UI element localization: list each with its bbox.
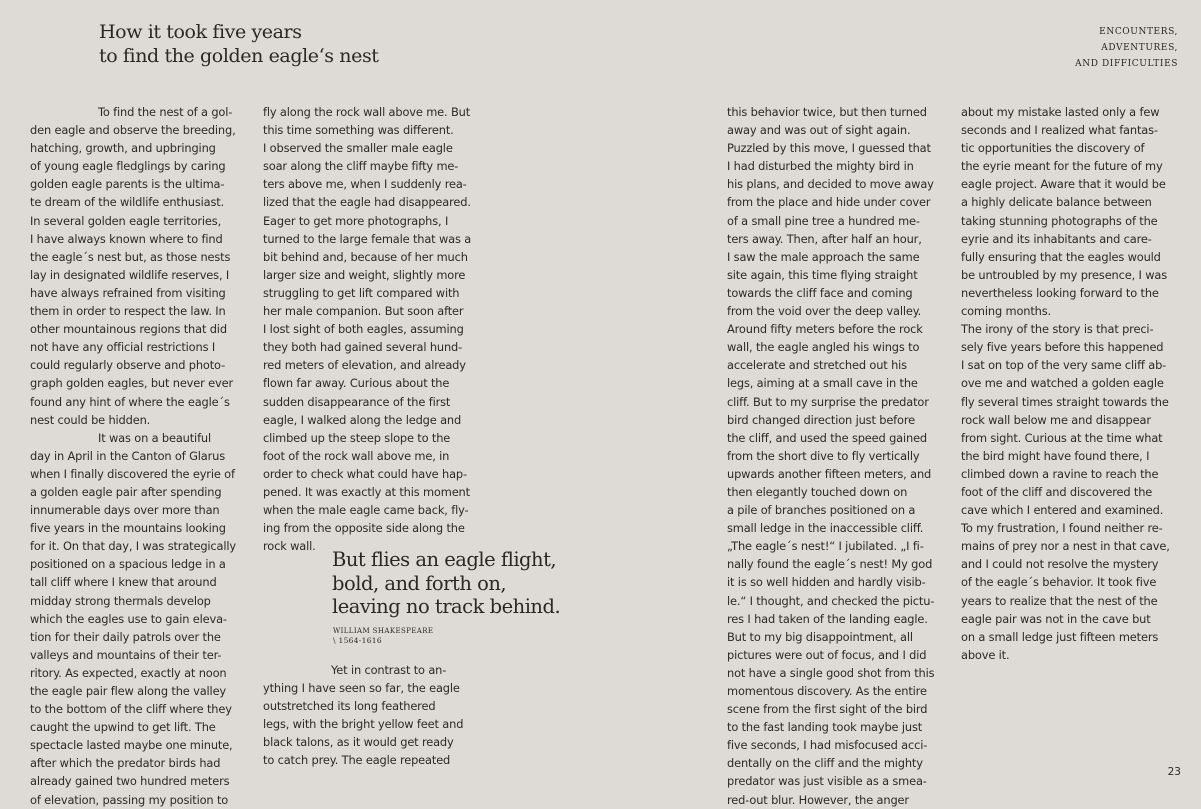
- text-line: lay in designated wildlife reserves, I: [30, 267, 230, 282]
- text-column-2-continued: [263, 661, 463, 770]
- text-line: caught the upwind to get lift. The: [30, 720, 216, 735]
- text-line: I have always known where to find: [30, 231, 223, 246]
- text-line: ything I have seen so far, the eagle: [263, 681, 460, 696]
- text-line: le.“ I thought, and checked the pictu-: [727, 593, 935, 608]
- text-line: valleys and mountains of their ter-: [30, 647, 222, 662]
- text-line: flown far away. Curious about the: [263, 376, 450, 391]
- text-line: rock wall.: [263, 539, 316, 554]
- text-line: away and was out of sight again.: [727, 123, 911, 138]
- text-line: from the void over the deep valley.: [727, 304, 922, 319]
- text-line: her male companion. But soon after: [263, 304, 464, 319]
- text-line: fly along the rock wall above me. But: [263, 105, 471, 119]
- text-line: this time something was different.: [263, 123, 454, 138]
- text-line: larger size and weight, slightly more: [263, 267, 466, 282]
- text-line: tion for their daily patrols over the: [30, 629, 221, 644]
- text-line: taking stunning photographs of the: [961, 213, 1158, 228]
- text-line: Puzzled by this move, I guessed that: [727, 141, 931, 156]
- quote-line: But flies an eagle flight,: [332, 548, 557, 571]
- text-line: I sat on top of the very same cliff ab-: [961, 358, 1167, 373]
- section-label-line: ENCOUNTERS,: [1099, 27, 1178, 37]
- text-line: climbed down a ravine to reach the: [961, 466, 1159, 481]
- text-line: coming months.: [961, 304, 1051, 319]
- text-line: five seconds, I had misfocused acci-: [727, 738, 928, 753]
- text-line: bird changed direction just before: [727, 412, 916, 427]
- text-line: I observed the smaller male eagle: [263, 141, 453, 156]
- text-line: they both had gained several hund-: [263, 340, 463, 355]
- text-line: It was on a beautiful: [98, 430, 212, 445]
- text-line: turned to the large female that was a: [263, 231, 472, 246]
- pull-quote: [332, 548, 560, 619]
- text-line: from the place and hide under cover: [727, 195, 931, 210]
- text-line: te dream of the wildlife enthusiast.: [30, 195, 225, 210]
- text-line: when I finally discovered the eyrie of: [30, 466, 235, 481]
- text-line: tic opportunities the discovery of: [961, 141, 1145, 156]
- text-line: foot of the cliff and discovered the: [961, 484, 1153, 499]
- text-line: legs, aiming at a small cave in the: [727, 376, 918, 391]
- text-line: spectacle lasted maybe one minute,: [30, 738, 233, 753]
- quote-author-years: \ 1564-1616: [333, 636, 382, 645]
- text-line: nest could be hidden.: [30, 412, 151, 427]
- page-number: 23: [1167, 766, 1181, 778]
- quote-line: bold, and forth on,: [332, 571, 507, 595]
- text-line: a highly delicate balance between: [961, 195, 1152, 210]
- text-line: black talons, as it would get ready: [263, 735, 454, 750]
- text-line: ing from the opposite side along the: [263, 521, 465, 536]
- text-line: from sight. Curious at the time what: [961, 430, 1163, 445]
- text-line: ove me and watched a golden eagle: [961, 376, 1164, 391]
- text-line: sely five years before this happened: [961, 340, 1164, 355]
- text-line: bit behind and, because of her much: [263, 249, 468, 264]
- text-line: the cliff, and used the speed gained: [727, 430, 928, 445]
- text-line: cliff. But to my surprise the predator: [727, 394, 929, 409]
- text-line: not have any official restrictions I: [30, 340, 216, 355]
- text-line: to the fast landing took maybe just: [727, 720, 923, 735]
- text-line: years to realize that the nest of the: [961, 593, 1158, 608]
- text-line: from the short dive to fly vertically: [727, 448, 920, 463]
- text-line: climbed up the steep slope to the: [263, 430, 451, 445]
- text-line: eagle, I walked along the ledge and: [263, 412, 462, 427]
- text-column-1: [30, 103, 236, 809]
- text-line: „The eagle´s nest!“ I jubilated. „I fi-: [727, 539, 924, 554]
- text-line: graph golden eagles, but never ever: [30, 376, 233, 391]
- text-line: res I had taken of the landing eagle.: [727, 611, 928, 626]
- text-line: To my frustration, I found neither re-: [961, 521, 1163, 536]
- text-line: I had disturbed the mighty bird in: [727, 159, 914, 174]
- article-title: [99, 20, 379, 68]
- text-line: towards the cliff face and coming: [727, 285, 913, 300]
- title-line: How it took five years: [99, 21, 302, 43]
- title-line: to find the golden eagle‘s nest: [99, 45, 379, 67]
- text-line: on a small ledge just fifteen meters: [961, 629, 1159, 644]
- text-line: But to my big disappointment, all: [727, 629, 913, 644]
- text-line: dentally on the cliff and the mighty: [727, 756, 923, 771]
- text-line: accelerate and stretched out his: [727, 358, 907, 373]
- text-line: small ledge in the inaccessible cliff.: [727, 521, 924, 536]
- text-line: ritory. As expected, exactly at noon: [30, 665, 227, 680]
- section-label-line: AND DIFFICULTIES: [1075, 59, 1178, 69]
- text-line: found any hint of where the eagle´s: [30, 394, 230, 409]
- text-line: innumerable days over more than: [30, 503, 220, 518]
- text-line: five years in the mountains looking: [30, 521, 226, 536]
- text-line: ters away. Then, after half an hour,: [727, 231, 922, 246]
- text-line: foot of the rock wall above me, in: [263, 448, 450, 463]
- text-line: I lost sight of both eagles, assuming: [263, 322, 464, 337]
- text-line: scene from the first sight of the bird: [727, 702, 928, 717]
- text-line: site again, this time flying straight: [727, 267, 918, 282]
- text-line: tall cliff where I knew that around: [30, 575, 217, 590]
- text-line: other mountainous regions that did: [30, 322, 227, 337]
- quote-author: WILLIAM SHAKESPEARE: [333, 627, 434, 635]
- text-line: day in April in the Canton of Glarus: [30, 448, 225, 463]
- text-line: eagle project. Aware that it would be: [961, 177, 1166, 192]
- section-label-line: ADVENTURES,: [1101, 43, 1178, 53]
- text-line: I saw the male approach the same: [727, 249, 920, 264]
- text-column-2: [263, 103, 471, 555]
- text-line: nevertheless looking forward to the: [961, 285, 1159, 300]
- text-line: fly several times straight towards the: [961, 394, 1169, 409]
- text-line: rock wall below me and disappear: [961, 412, 1151, 427]
- text-line: nally found the eagle´s nest! My god: [727, 557, 933, 572]
- text-line: soar along the cliff maybe fifty me-: [263, 159, 459, 174]
- text-line: of young eagle fledglings by caring: [30, 159, 226, 174]
- text-line: be untroubled by my presence, I was: [961, 267, 1167, 282]
- section-label: [1075, 24, 1178, 72]
- text-line: wall, the eagle angled his wings to: [727, 340, 920, 355]
- text-line: positioned on a spacious ledge in a: [30, 557, 226, 572]
- text-line: hatching, growth, and upbringing: [30, 141, 216, 156]
- text-line: fully ensuring that the eagles would: [961, 249, 1161, 264]
- text-line: pened. It was exactly at this moment: [263, 484, 470, 499]
- text-line: after which the predator birds had: [30, 756, 221, 771]
- text-column-3: [727, 103, 934, 809]
- text-line: midday strong thermals develop: [30, 593, 211, 608]
- text-line: lized that the eagle had disappeared.: [263, 195, 471, 210]
- text-line: of the eagle´s behavior. It took five: [961, 575, 1157, 590]
- text-line: Yet in contrast to an-: [331, 663, 447, 677]
- text-line: already gained two hundred meters: [30, 774, 230, 789]
- text-line: this behavior twice, but then turned: [727, 105, 927, 119]
- text-line: The irony of the story is that preci-: [961, 322, 1154, 337]
- text-line: a pile of branches positioned on a: [727, 503, 916, 518]
- text-line: of elevation, passing my position to: [30, 792, 229, 807]
- text-line: cave which I entered and examined.: [961, 503, 1164, 518]
- text-line: have always refrained from visiting: [30, 285, 226, 300]
- text-line: To find the nest of a gol-: [98, 105, 233, 119]
- text-line: them in order to respect the law. In: [30, 304, 226, 319]
- text-line: ters above me, when I suddenly rea-: [263, 177, 467, 192]
- text-line: struggling to get lift compared with: [263, 285, 460, 300]
- text-line: den eagle and observe the breeding,: [30, 123, 236, 138]
- text-line: Eager to get more photographs, I: [263, 213, 449, 228]
- text-line: the bird might have found there, I: [961, 448, 1150, 463]
- text-line: Around fifty meters before the rock: [727, 322, 923, 337]
- text-line: to the bottom of the cliff where they: [30, 702, 232, 717]
- text-line: for it. On that day, I was strategically: [30, 539, 236, 554]
- text-line: a golden eagle pair after spending: [30, 484, 222, 499]
- text-line: his plans, and decided to move away: [727, 177, 934, 192]
- text-line: to catch prey. The eagle repeated: [263, 753, 451, 768]
- text-line: the eagle pair flew along the valley: [30, 684, 227, 698]
- text-line: sudden disappearance of the first: [263, 394, 451, 409]
- text-line: predator was just visible as a smea-: [727, 774, 927, 789]
- text-line: outstretched its long feathered: [263, 699, 436, 714]
- text-line: which the eagles use to gain eleva-: [30, 611, 227, 626]
- text-line: upwards another fifteen meters, and: [727, 466, 932, 481]
- text-line: momentous discovery. As the entire: [727, 684, 927, 698]
- text-line: eagle pair was not in the cave but: [961, 611, 1151, 626]
- text-line: mains of prey nor a nest in that cave,: [961, 539, 1170, 554]
- text-column-4: [961, 103, 1170, 664]
- text-line: about my mistake lasted only a few: [961, 105, 1160, 119]
- text-line: above it.: [961, 647, 1010, 662]
- text-line: the eyrie meant for the future of my: [961, 159, 1163, 174]
- quote-line: leaving no track behind.: [332, 595, 561, 619]
- text-line: pictures were out of focus, and I did: [727, 647, 927, 662]
- text-line: golden eagle parents is the ultima-: [30, 177, 225, 192]
- text-line: it is so well hidden and hardly visib-: [727, 575, 926, 590]
- text-line: and I could not resolve the mystery: [961, 557, 1159, 572]
- text-line: order to check what could have hap-: [263, 466, 467, 481]
- text-line: red-out blur. However, the anger: [727, 792, 909, 807]
- text-line: of a small pine tree a hundred me-: [727, 213, 920, 228]
- text-line: not have a single good shot from this: [727, 665, 935, 680]
- text-line: then elegantly touched down on: [727, 484, 908, 499]
- text-line: red meters of elevation, and already: [263, 358, 466, 373]
- text-line: when the male eagle came back, fly-: [263, 503, 469, 518]
- text-line: eyrie and its inhabitants and care-: [961, 231, 1152, 246]
- text-line: seconds and I realized what fantas-: [961, 123, 1158, 138]
- text-line: the eagle´s nest but, as those nests: [30, 249, 231, 264]
- text-line: could regularly observe and photo-: [30, 358, 226, 373]
- text-line: In several golden eagle territories,: [30, 213, 222, 228]
- text-line: legs, with the bright yellow feet and: [263, 717, 464, 732]
